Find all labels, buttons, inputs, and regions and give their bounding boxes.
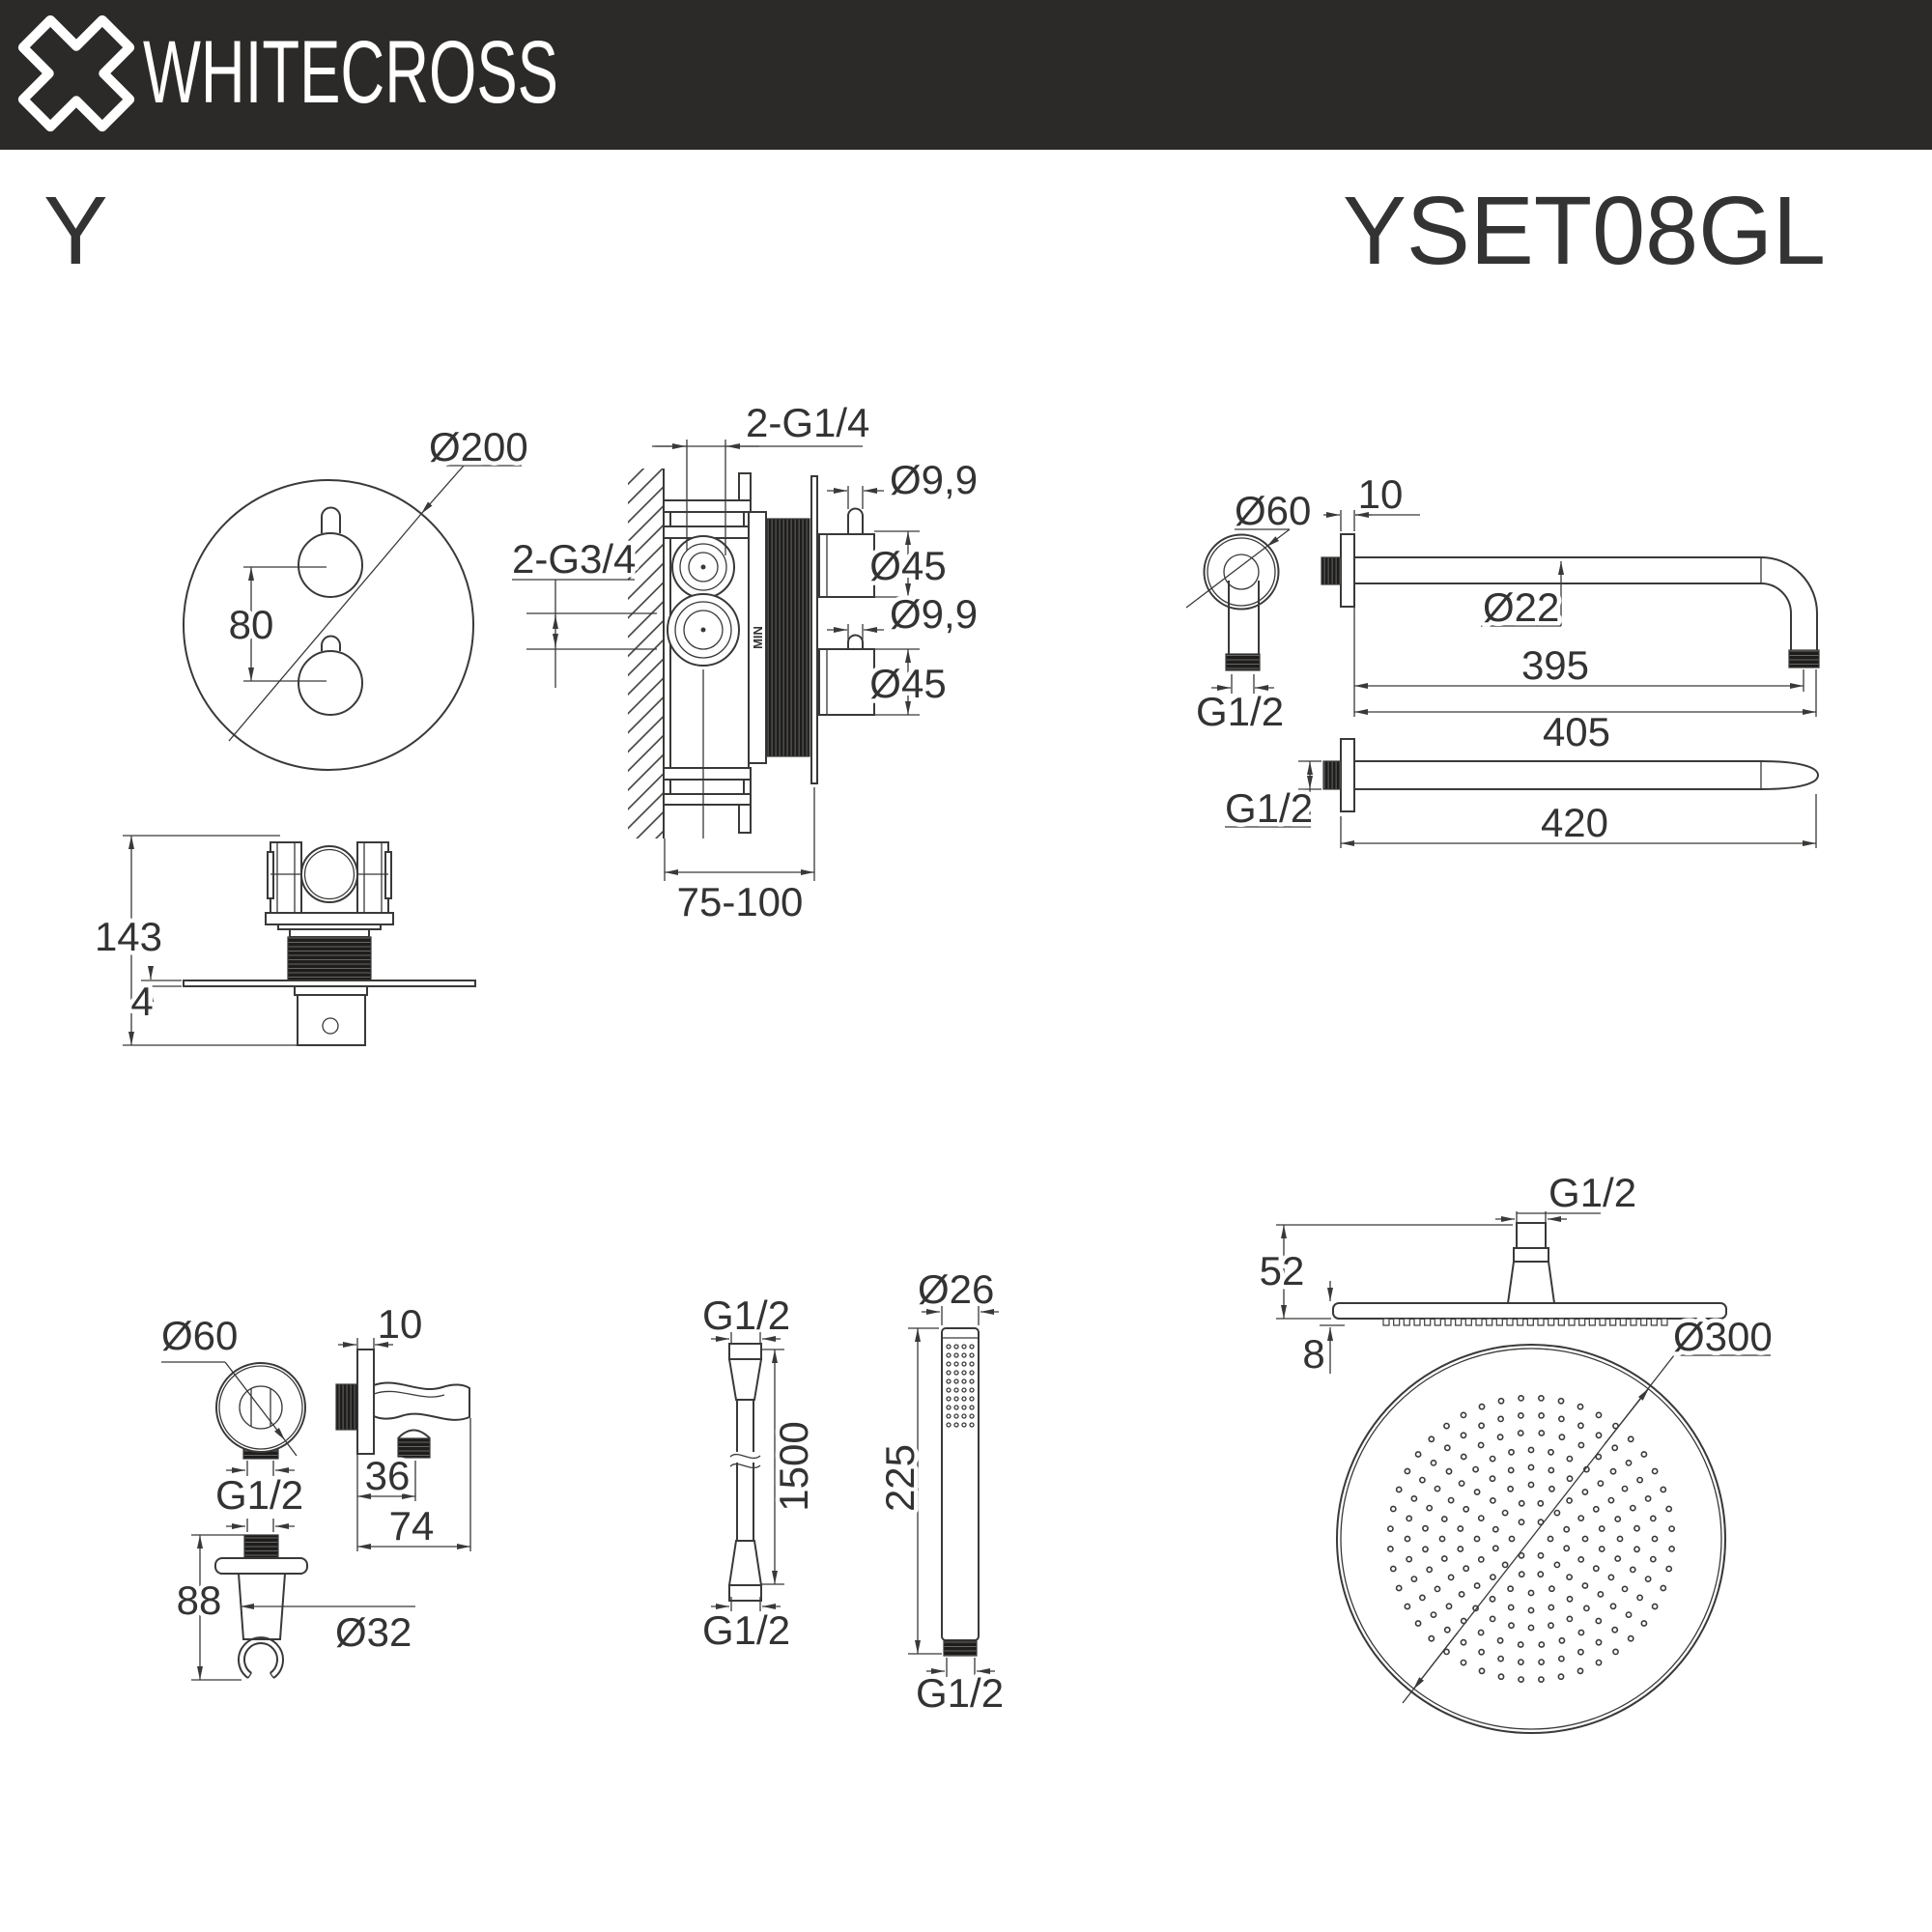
wall-hatch xyxy=(628,469,664,838)
dim-straight-arm-thread: G1/2 xyxy=(1225,785,1314,831)
dim-arm-length-to-axis: 395 xyxy=(1520,642,1590,688)
dim-hand-shower-length: 225 xyxy=(877,1443,923,1513)
dim-plate-thickness: 4 xyxy=(130,979,154,1024)
model-code: YSET08GL xyxy=(1343,177,1826,285)
dim-hand-shower-diameter: Ø26 xyxy=(918,1266,995,1312)
dim-stem-top: Ø9,9 xyxy=(890,457,979,502)
dim-hose-length: 1500 xyxy=(771,1421,816,1512)
dim-arm-tube-diameter: Ø22 xyxy=(1483,584,1560,630)
min-mark: MIN xyxy=(751,626,765,649)
dim-arm-length-overall: 405 xyxy=(1542,709,1611,754)
dim-outlets: 2-G1/4 xyxy=(746,400,870,445)
dim-head-height: 52 xyxy=(1259,1248,1305,1293)
dim-straight-arm-length: 420 xyxy=(1540,800,1609,845)
dim-inlets: 2-G3/4 xyxy=(512,536,637,582)
dim-outlet-offset: 36 xyxy=(364,1453,411,1498)
dim-handle-spacing: 80 xyxy=(228,602,274,647)
dim-arm-thread: G1/2 xyxy=(1196,689,1285,734)
series-title: Y xyxy=(43,177,108,285)
brand-name: WHITECROSS xyxy=(143,23,558,122)
dim-outlet-height: 88 xyxy=(176,1577,222,1623)
dim-total-height: 143 xyxy=(94,914,163,959)
dim-outlet-thread: G1/2 xyxy=(215,1472,304,1518)
dim-hose-thread-top: G1/2 xyxy=(702,1293,791,1338)
dim-head-edge-thickness: 8 xyxy=(1302,1331,1325,1377)
dim-outlet-depth: 74 xyxy=(388,1503,435,1548)
dim-handle-top: Ø45 xyxy=(869,543,947,588)
dim-hose-thread-bottom: G1/2 xyxy=(702,1607,791,1653)
dim-outlet-flange-diameter: Ø60 xyxy=(161,1313,239,1358)
dim-head-diameter: Ø300 xyxy=(1673,1314,1773,1359)
threaded-shank xyxy=(288,937,371,980)
dim-head-thread: G1/2 xyxy=(1548,1170,1637,1215)
dim-holder-diameter: Ø32 xyxy=(335,1609,412,1655)
dim-mounting-depth: 75-100 xyxy=(676,879,804,924)
dim-handle-bottom: Ø45 xyxy=(869,661,947,706)
dim-hand-shower-thread: G1/2 xyxy=(916,1670,1005,1716)
dim-outlet-flange-thickness: 10 xyxy=(377,1301,423,1347)
dim-arm-flange-thickness: 10 xyxy=(1357,471,1404,517)
dim-plate-diameter: Ø200 xyxy=(429,424,528,469)
header-bar xyxy=(0,0,1932,153)
dim-arm-flange-diameter: Ø60 xyxy=(1235,488,1312,533)
dim-stem-bottom: Ø9,9 xyxy=(890,591,979,637)
knurled-cartridge xyxy=(766,519,810,756)
